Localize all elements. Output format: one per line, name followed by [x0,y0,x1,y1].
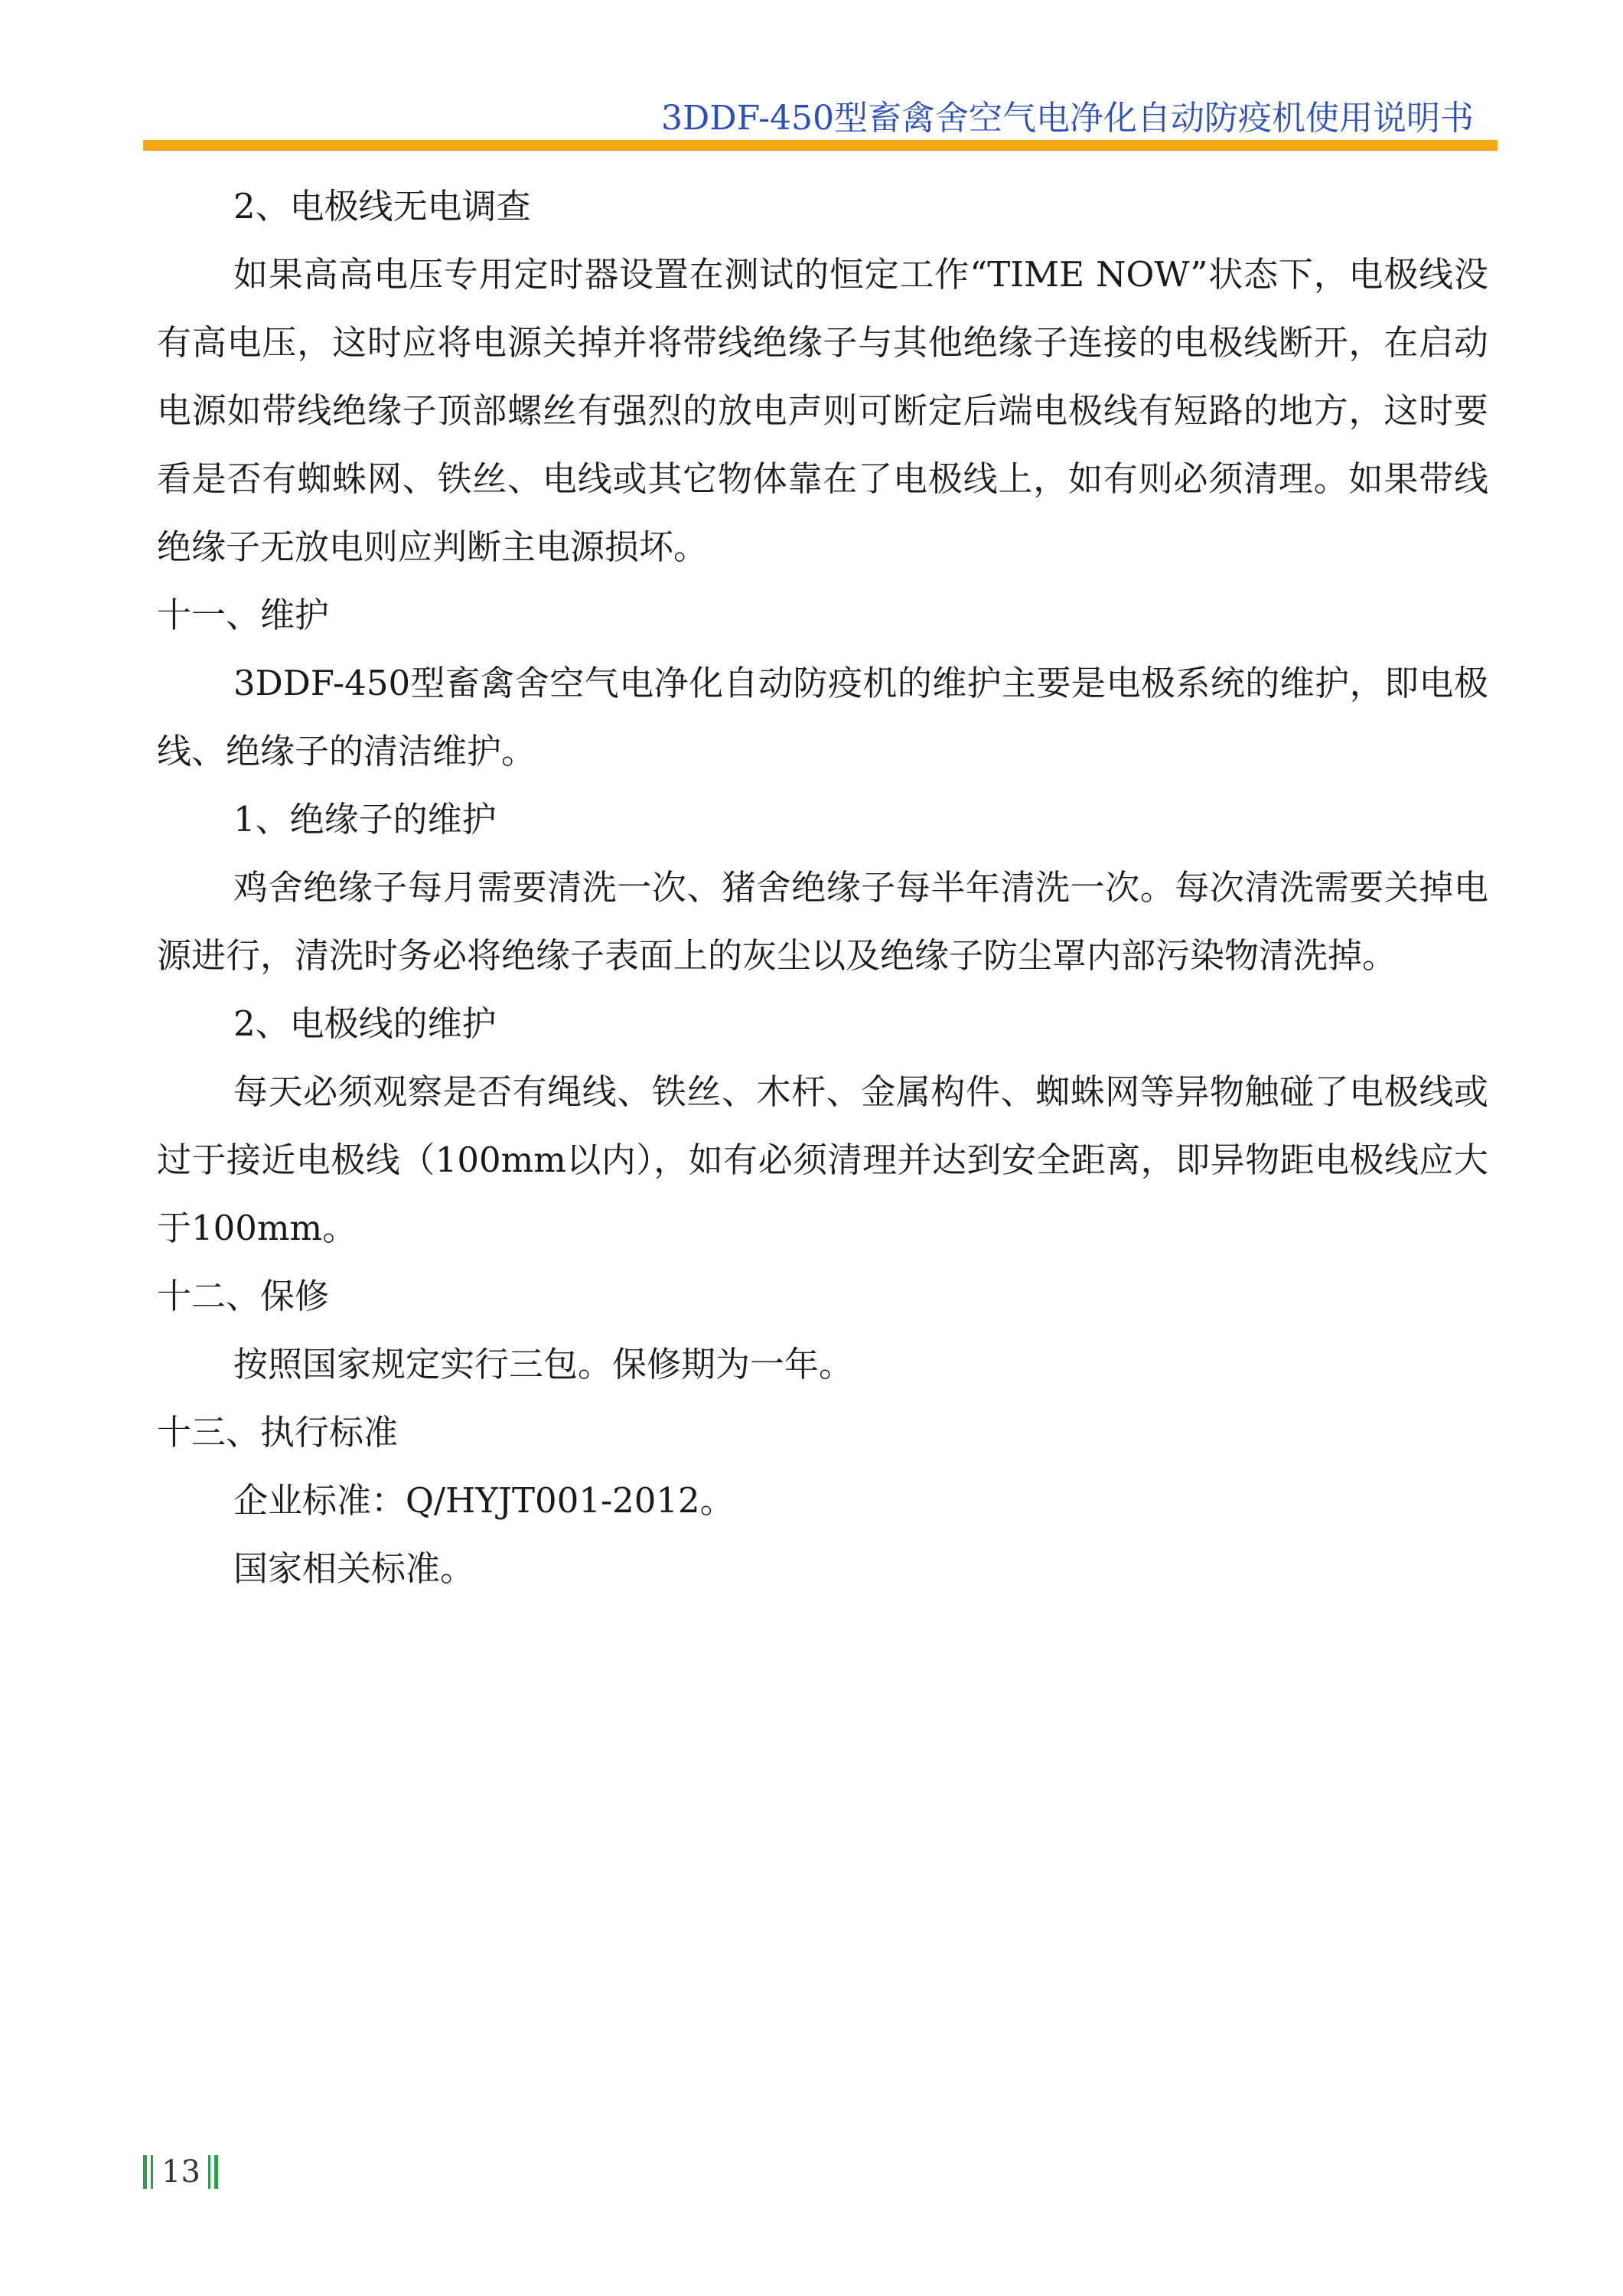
paragraph-warranty: 按照国家规定实行三包。保修期为一年。 [233,1344,854,1384]
paragraph-electrode-line: 每天必须观察是否有绳线、铁丝、木杆、金属构件、蜘蛛网等异物触碰了电极线或过于接近电极线（100mm以内），如有必须清理并达到安全距离，即异物距电极线应大于100mm。 [157,1071,1488,1248]
section-heading-standards: 十三、执行标准 [157,1412,399,1453]
subsection-heading-electrode-check: 2、电极线无电调查 [233,186,531,227]
footer-bar-right-outer [214,2155,218,2189]
page-footer [143,2149,222,2195]
page-content [157,172,1488,1603]
page-number: 13 [161,2154,200,2190]
page-header [0,0,1623,153]
paragraph-electrode-check: 如果高高电压专用定时器设置在测试的恒定工作“TIME NOW”状态下，电极线没有高电压，这时应将电源关掉并将带线绝缘子与其他绝缘子连接的电极线断开，在启动电源如带线绝缘子顶部螺丝有强烈的放电声则可断定后端电极线有短路的地方，这时要看是否有蜘蛛网、铁丝、电线或其它物体靠在了电极线上，如有则必须清理。如果带线绝缘子无放电则应判断主电源损坏。 [157,254,1488,567]
paragraph-national-standard: 国家相关标准。 [233,1548,475,1589]
header-divider [143,140,1498,151]
footer-bar-right-inner [208,2155,210,2189]
paragraph-maintenance: 3DDF-450型畜禽舍空气电净化自动防疫机的维护主要是电极系统的维护，即电极线、绝缘子的清洁维护。 [157,663,1488,771]
footer-bar-left-inner [151,2155,153,2189]
document-title: 3DDF-450型畜禽舍空气电净化自动防疫机使用说明书 [661,99,1474,138]
section-heading-maintenance: 十一、维护 [157,595,330,635]
paragraph-enterprise-standard: 企业标准：Q/HYJT001-2012。 [233,1480,735,1521]
subsection-heading-electrode-line: 2、电极线的维护 [233,1003,497,1044]
subsection-heading-insulator: 1、绝缘子的维护 [233,799,497,840]
footer-bar-left-outer [143,2155,147,2189]
section-heading-warranty: 十二、保修 [157,1276,330,1316]
paragraph-insulator: 鸡舍绝缘子每月需要清洗一次、猪舍绝缘子每半年清洗一次。每次清洗需要关掉电源进行，清洗时务必将绝缘子表面上的灰尘以及绝缘子防尘罩内部污染物清洗掉。 [157,867,1488,976]
